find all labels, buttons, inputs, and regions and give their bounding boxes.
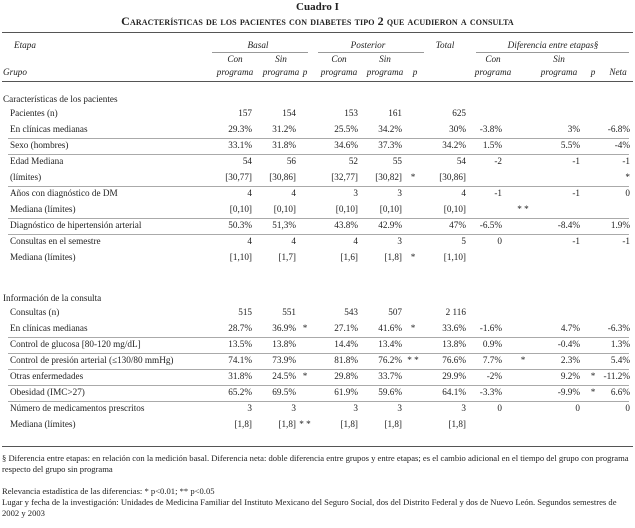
header-programa-6: programa — [540, 67, 578, 77]
row-label: Control de presión arterial (≤130/80 mmHg) — [10, 355, 174, 366]
table-cell: 59.6% — [378, 387, 402, 398]
table-row — [0, 321, 635, 337]
table-cell: -6.3% — [607, 323, 630, 334]
table-cell: 69.5% — [272, 387, 296, 398]
table-row — [0, 170, 635, 186]
table-row — [0, 106, 635, 122]
table-cell: -3.8% — [479, 124, 502, 135]
header-con-basal: Con — [227, 54, 243, 64]
table-title: Características de los pacientes con diabetes tipo 2 que acudieron a consulta — [121, 14, 514, 28]
table-cell: 551 — [282, 307, 296, 317]
table-cell: -2% — [486, 371, 502, 382]
table-cell: 3 — [461, 403, 466, 414]
table-cell: -6.8% — [607, 124, 630, 135]
row-label: Mediana (límites) — [10, 204, 76, 215]
table-cell: 64.1% — [442, 387, 466, 398]
row-label: Edad Mediana — [10, 156, 64, 167]
table-cell: 4.7% — [560, 323, 580, 334]
table-cell: -1.6% — [479, 323, 502, 334]
table-cell: 5.4% — [610, 355, 630, 366]
table-cell: * — [590, 371, 596, 382]
table-cell: * * — [517, 204, 529, 215]
table-cell: -9.9% — [557, 387, 580, 398]
row-label: Obesidad (IMC>27) — [10, 387, 85, 398]
table-cell: [0,10] — [443, 204, 466, 215]
table-cell: 3 — [397, 403, 402, 414]
header-sin-basal: Sin — [275, 54, 287, 64]
table-cell: 56 — [286, 156, 296, 167]
table-cell: [1,6] — [340, 252, 358, 263]
table-cell: [1,8] — [234, 419, 252, 430]
top-rule — [2, 32, 633, 33]
table-cell: 29.8% — [334, 371, 358, 382]
header-grupo: Grupo — [3, 67, 27, 77]
table-cell: 14.4% — [334, 339, 358, 350]
table-cell: -8.4% — [557, 220, 580, 231]
section-title: Características de los pacientes — [3, 94, 118, 104]
row-label: En clínicas medianas — [10, 323, 88, 334]
header-diferencia: Diferencia entre etapas§ — [507, 40, 599, 50]
table-cell: 41.6% — [378, 323, 402, 334]
table-cell: 33.1% — [228, 140, 252, 151]
header-neta: Neta — [609, 67, 627, 77]
table-row — [0, 122, 635, 138]
table-cell: 515 — [238, 307, 252, 317]
table-cell: 153 — [344, 108, 358, 118]
table-cell: 43.8% — [334, 220, 358, 231]
table-cell: 27.1% — [334, 323, 358, 334]
header-p-3: p — [590, 67, 596, 77]
table-row — [0, 305, 635, 321]
header-p-1: p — [302, 67, 308, 77]
table-cell: 33.6% — [442, 323, 466, 334]
table-cell: 2 116 — [445, 307, 466, 317]
table-cell: * — [302, 323, 308, 334]
table-cell: 50.3% — [228, 220, 252, 231]
row-label: Control de glucosa [80-120 mg/dL] — [10, 339, 141, 350]
header-con-dif: Con — [485, 54, 501, 64]
table-cell: 0 — [625, 188, 630, 199]
table-cell: [1,8] — [384, 252, 402, 263]
table-cell: 42.9% — [378, 220, 402, 231]
section-title: Información de la consulta — [3, 293, 102, 303]
table-cell: [1,8] — [448, 419, 466, 430]
table-cell: -3.3% — [479, 387, 502, 398]
table-cell: [1,7] — [278, 252, 296, 263]
table-cell: 61.9% — [334, 387, 358, 398]
table-cell: [1,8] — [340, 419, 358, 430]
table-cell: [0,10] — [335, 204, 358, 215]
table-cell: 0.9% — [482, 339, 502, 350]
header-sin-post: Sin — [379, 54, 391, 64]
table-cell: -4% — [614, 140, 630, 151]
table-cell: 65.2% — [228, 387, 252, 398]
table-cell: 4 — [461, 188, 466, 199]
table-cell: 76.6% — [442, 355, 466, 366]
table-cell: 30% — [449, 124, 466, 135]
table-cell: [1,10] — [229, 252, 252, 263]
table-row — [0, 337, 635, 353]
table-cell: -1 — [622, 156, 630, 167]
table-row — [0, 401, 635, 417]
table-row — [0, 234, 635, 250]
basal-underline — [212, 52, 308, 53]
header-p-2: p — [412, 67, 418, 77]
diferencia-underline — [476, 52, 629, 53]
table-cell: 34.2% — [378, 124, 402, 135]
row-label: Consultas (n) — [10, 307, 60, 317]
table-cell: 4 — [291, 188, 296, 199]
table-cell: * — [410, 252, 416, 263]
header-sin-dif: Sin — [553, 54, 565, 64]
table-cell: [30,86] — [269, 172, 296, 183]
table-cell: 3% — [567, 124, 580, 135]
table-cell: 54 — [242, 156, 252, 167]
table-cell: -1 — [622, 236, 630, 247]
table-cell: 74.1% — [228, 355, 252, 366]
table-cell: 9.2% — [560, 371, 580, 382]
row-label: Mediana (límites) — [10, 252, 76, 263]
table-cell: * — [410, 172, 416, 183]
table-cell: 54 — [456, 156, 466, 167]
table-cell: * * — [407, 355, 419, 366]
row-label: (límites) — [10, 172, 42, 183]
table-row — [0, 138, 635, 154]
table-cell: 13.5% — [228, 339, 252, 350]
table-cell: 7.7% — [482, 355, 502, 366]
row-label: En clínicas medianas — [10, 124, 88, 135]
table-cell: * * — [299, 419, 311, 430]
header-programa-5: programa — [474, 67, 512, 77]
posterior-underline — [318, 52, 424, 53]
table-cell: [32,77] — [331, 172, 358, 183]
table-cell: 4 — [291, 236, 296, 247]
row-label: Número de medicamentos prescritos — [10, 403, 145, 414]
table-cell: 24.5% — [272, 371, 296, 382]
table-cell: [30,77] — [225, 172, 252, 183]
table-cell: 13.8% — [442, 339, 466, 350]
table-cell: 29.3% — [228, 124, 252, 135]
table-cell: 2.3% — [560, 355, 580, 366]
table-cell: 1.3% — [610, 339, 630, 350]
header-total: Total — [435, 40, 455, 50]
table-cell: -1 — [572, 188, 580, 199]
table-cell: 1.5% — [482, 140, 502, 151]
table-cell: [1,10] — [443, 252, 466, 263]
table-cell: 73.9% — [272, 355, 296, 366]
table-cell: 157 — [238, 108, 252, 118]
table-cell: 625 — [452, 108, 466, 118]
header-con-post: Con — [331, 54, 347, 64]
table-row — [0, 369, 635, 385]
footnote-dagger: § Diferencia entre etapas: en relación con la medición basal. Diferencia neta: doble diferencia entre grupos y entre etapas; es el cambio adicional en el tiempo del grupo con programa respecto del grupo sin programa — [2, 453, 629, 474]
table-row — [0, 417, 635, 433]
table-cell: 81.8% — [334, 355, 358, 366]
row-label: Diagnóstico de hipertensión arterial — [10, 220, 142, 231]
row-label: Pacientes (n) — [10, 108, 58, 118]
header-programa-4: programa — [366, 67, 404, 77]
table-cell: * — [410, 323, 416, 334]
table-cell: [1,8] — [278, 419, 296, 430]
table-cell: [0,10] — [229, 204, 252, 215]
header-basal: Basal — [247, 40, 269, 50]
table-cell: 507 — [388, 307, 402, 317]
row-label: Consultas en el semestre — [10, 236, 101, 247]
table-row — [0, 385, 635, 401]
table-row — [0, 353, 635, 369]
table-cell: [1,8] — [384, 419, 402, 430]
table-cell: 34.6% — [334, 140, 358, 151]
table-cell: 3 — [353, 403, 358, 414]
table-cell: 37.3% — [378, 140, 402, 151]
table-cell: 3 — [353, 188, 358, 199]
table-cell: 33.7% — [378, 371, 402, 382]
table-cell: -6.5% — [479, 220, 502, 231]
table-cell: 31.8% — [272, 140, 296, 151]
table-cell: [0,10] — [379, 204, 402, 215]
table-cell: * — [302, 371, 308, 382]
table-cell: 6.6% — [610, 387, 630, 398]
header-programa-1: programa — [216, 67, 254, 77]
table-cell: 3 — [397, 188, 402, 199]
table-cell: 0 — [497, 403, 502, 414]
table-cell: 4 — [247, 236, 252, 247]
table-cell: 543 — [344, 307, 358, 317]
table-cell: 25.5% — [334, 124, 358, 135]
table-cell: 51,3% — [272, 220, 296, 231]
table-cell: 154 — [282, 108, 296, 118]
table-cell: 31.2% — [272, 124, 296, 135]
table-cell: 0 — [497, 236, 502, 247]
table-cell: 13.8% — [272, 339, 296, 350]
header-programa-3: programa — [320, 67, 358, 77]
table-cell: [30,82] — [375, 172, 402, 183]
table-cell: -0.4% — [557, 339, 580, 350]
table-cell: 76.2% — [378, 355, 402, 366]
table-cell: 47% — [449, 220, 466, 231]
table-cell: * — [520, 355, 526, 366]
table-cell: -11.2% — [603, 371, 630, 382]
table-cell: 31.8% — [228, 371, 252, 382]
table-cell: 4 — [353, 236, 358, 247]
table-cell: 0 — [575, 403, 580, 414]
table-cell: 3 — [397, 236, 402, 247]
header-etapa: Etapa — [14, 40, 36, 50]
table-cell: 0 — [625, 403, 630, 414]
footnote-significance: Relevancia estadística de las diferencias: * p<0.01; ** p<0.05 — [2, 486, 215, 496]
table-cell: [0,10] — [273, 204, 296, 215]
row-label: Mediana (límites) — [10, 419, 76, 430]
table-number: Cuadro I — [296, 1, 339, 13]
table-cell: 52 — [348, 156, 358, 167]
table-cell: 13.4% — [378, 339, 402, 350]
table-row — [0, 202, 635, 218]
table-cell: 28.7% — [228, 323, 252, 334]
table-cell: -1 — [494, 188, 502, 199]
table-cell: * — [625, 172, 630, 183]
footnote-place: Lugar y fecha de la investigación: Unidades de Medicina Familiar del Instituto Mexicano del Seguro Social, dos del Distrito Federal y dos de Nuevo León. Segundos semestres de 2002 y 2003 — [2, 497, 617, 518]
table-cell: 29.9% — [442, 371, 466, 382]
row-label: Años con diagnóstico de DM — [10, 188, 118, 199]
header-posterior: Posterior — [350, 40, 386, 50]
row-label: Sexo (hombres) — [10, 140, 69, 151]
table-cell: 5 — [461, 236, 466, 247]
table-cell: 34.2% — [442, 140, 466, 151]
header-rule — [2, 81, 633, 82]
table-row — [0, 250, 635, 266]
table-cell: 3 — [247, 403, 252, 414]
table-cell: -1 — [572, 156, 580, 167]
table-cell: 36.9% — [272, 323, 296, 334]
row-label: Otras enfermedades — [10, 371, 84, 382]
table-cell: 4 — [247, 188, 252, 199]
table-cell: 1.9% — [610, 220, 630, 231]
table-cell: [30,86] — [439, 172, 466, 183]
table-cell: -1 — [572, 236, 580, 247]
table-row — [0, 218, 635, 234]
table-cell: 55 — [392, 156, 402, 167]
table-row — [0, 154, 635, 170]
bottom-rule — [2, 446, 633, 447]
table-cell: 3 — [291, 403, 296, 414]
table-cell: -2 — [494, 156, 502, 167]
table-cell: 5.5% — [560, 140, 580, 151]
table-cell: * — [590, 387, 596, 398]
table-cell: 161 — [388, 108, 402, 118]
table-row — [0, 186, 635, 202]
header-programa-2: programa — [262, 67, 300, 77]
